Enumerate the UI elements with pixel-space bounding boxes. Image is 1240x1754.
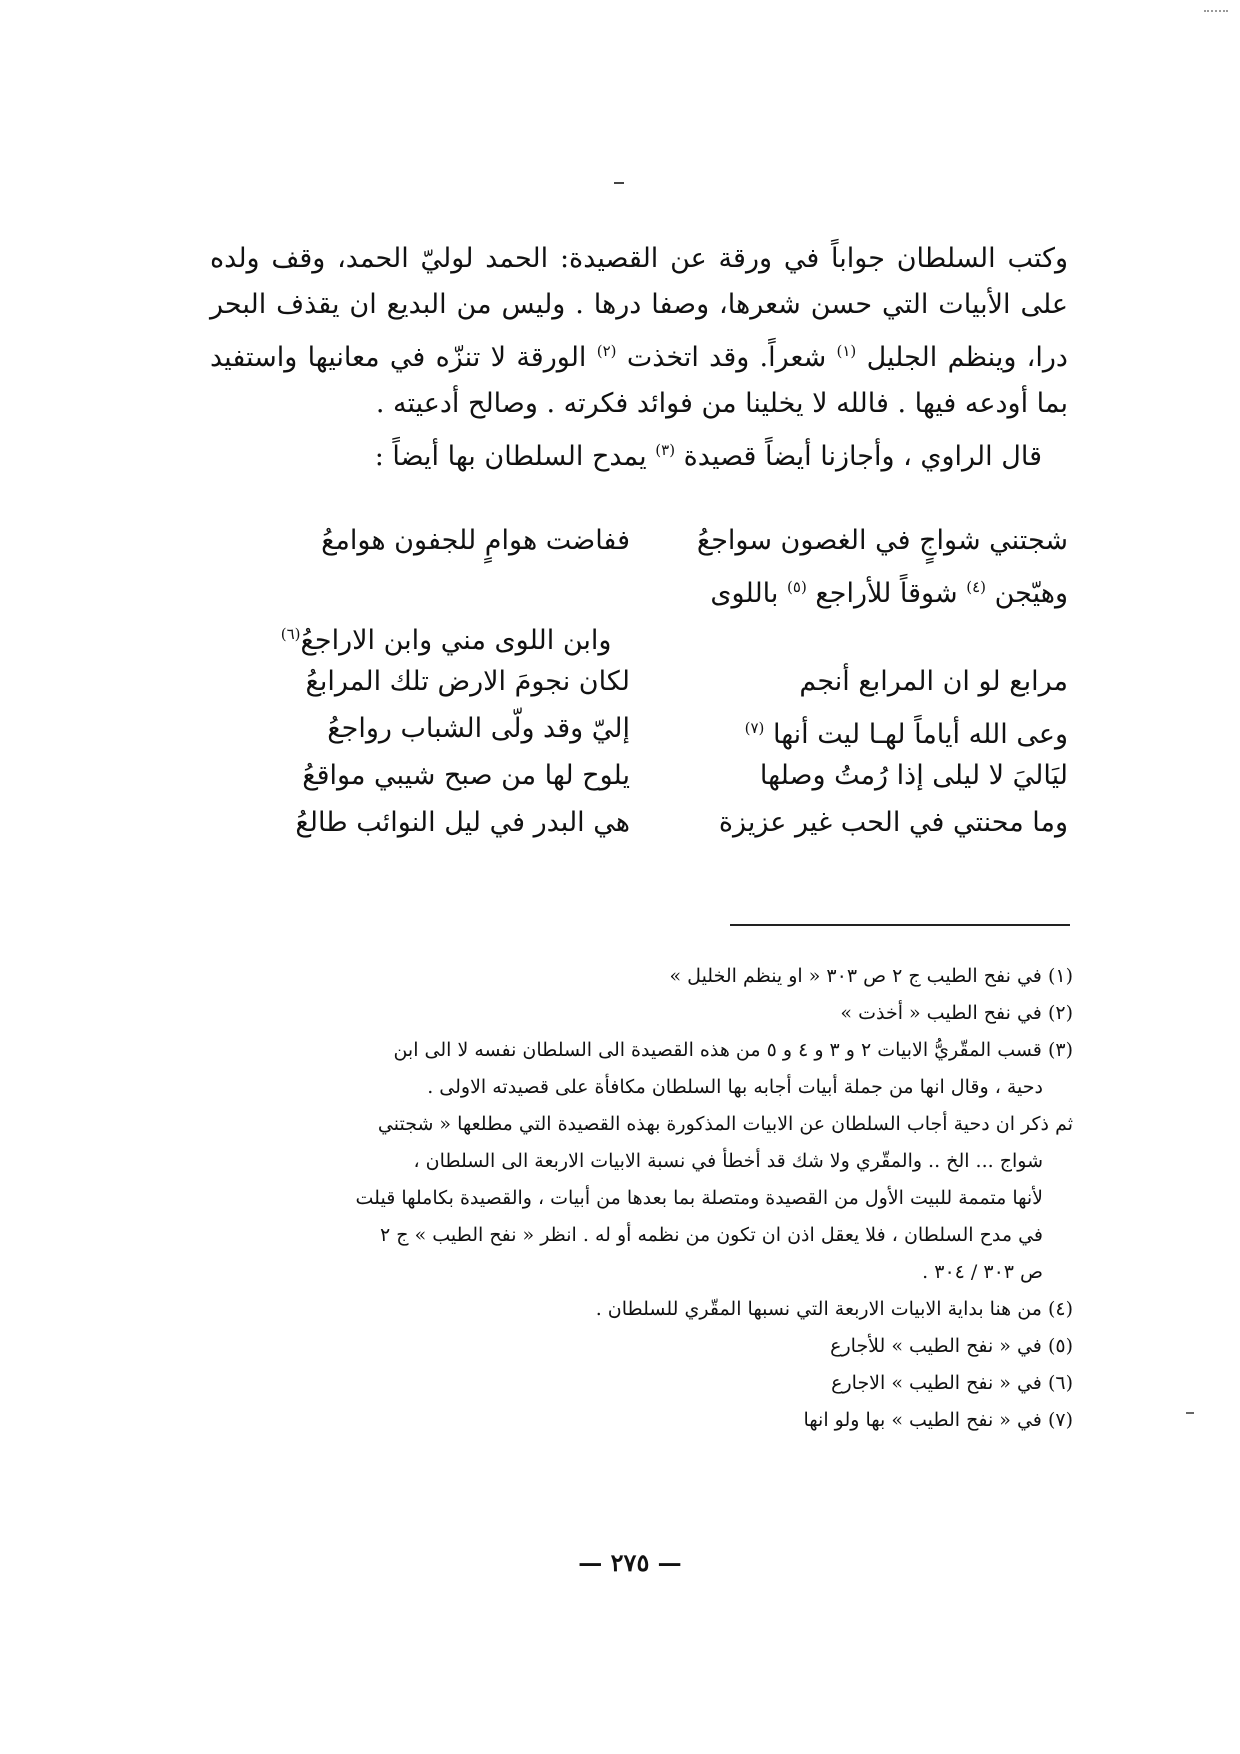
footnote-number: (٧) xyxy=(1047,1409,1073,1431)
prose-paragraph-2 xyxy=(210,427,1068,480)
footnote-number: (١) xyxy=(1047,965,1073,987)
footnote-text: في « نفح الطيب » الاجارع xyxy=(831,1372,1042,1394)
footnote-continuation: في مدح السلطان ، فلا يعقل اذن ان تكون من نظمه أو له . انظر « نفح الطيب » ج ٢ xyxy=(380,1224,1043,1246)
footnote-separator xyxy=(730,924,1070,926)
footnote-5 xyxy=(205,1328,1073,1365)
footnote-number: (٦) xyxy=(1047,1372,1073,1394)
verse-fragment: وهيّجن xyxy=(994,578,1068,609)
footnote-text: في « نفح الطيب » للأجارع xyxy=(830,1335,1042,1357)
footnote-ref: (٥) xyxy=(787,578,807,596)
footnote-text: ثم ذكر ان دحية أجاب السلطان عن الابيات المذكورة بهذه القصيدة التي مطلعها « شجتني xyxy=(377,1113,1073,1135)
prose-text: قال الراوي ، وأجازنا أيضاً قصيدة xyxy=(683,441,1042,472)
footnote-1 xyxy=(205,958,1073,995)
prose-text: الورقة لا تنزّه في معانيها واستفيد بما أودعه فيها . فالله لا يخلينا من فوائد فكرته . وصالح أدعيته . xyxy=(210,342,1068,419)
prose-text: شعراً. وقد اتخذت xyxy=(626,342,827,373)
footnote-number: (٤) xyxy=(1047,1298,1073,1320)
verse-left-hemistich: إليّ وقد ولّى الشباب رواجعُ xyxy=(327,713,630,744)
verse-right-hemistich xyxy=(648,705,1068,752)
footnote-4 xyxy=(205,1291,1073,1328)
verse-line xyxy=(210,752,1068,799)
footnote-ref: (١) xyxy=(836,342,857,360)
verse-line xyxy=(210,611,1068,658)
verse-fragment: باللوى xyxy=(710,578,779,609)
footnote-continuation: لأنها متممة للبيت الأول من القصيدة ومتصلة بما بعدها من أبيات ، والقصيدة بكاملها قيلت xyxy=(355,1187,1043,1209)
verse-left-hemistich: هي البدر في ليل النوائب طالعُ xyxy=(295,807,630,838)
verse-fragment: وعى الله أياماً لهـا ليت أنها xyxy=(772,719,1068,750)
footnote-ref: (٢) xyxy=(596,342,617,360)
footnote-3-note xyxy=(205,1106,1073,1291)
verse-line xyxy=(210,658,1068,705)
prose-paragraph-1 xyxy=(210,236,1068,427)
footnote-ref: (٤) xyxy=(966,578,986,596)
prose-block xyxy=(210,236,1068,480)
footnote-ref: (٦) xyxy=(280,625,301,643)
verse-fragment: شوقاً للأراجع xyxy=(815,578,958,609)
verse-left-hemistich: ففاضت هوامٍ للجفون هوامعُ xyxy=(321,525,630,556)
verse-spacer xyxy=(647,611,1068,658)
footnote-text: قسب المقّريُّ الابيات ٢ و ٣ و ٤ و ٥ من هذه القصيدة الى السلطان نفسه لا الى ابن xyxy=(393,1039,1042,1061)
top-tick-mark xyxy=(614,182,624,184)
prose-text: يمدح السلطان بها أيضاً : xyxy=(374,441,647,472)
page-number: — ٢٧٥ — xyxy=(578,1548,682,1577)
footnote-6 xyxy=(205,1365,1073,1402)
footnote-ref: (٧) xyxy=(744,719,765,737)
verse-text xyxy=(710,564,1068,611)
verse-right-hemistich: مرابع لو ان المرابع أنجم xyxy=(799,666,1068,697)
footnote-continuation: ص ٣٠٣ / ٣٠٤ . xyxy=(922,1261,1043,1283)
verse-right-hemistich: ليَاليَ لا ليلى إذا رُمتُ وصلها xyxy=(759,760,1068,791)
verse-right-hemistich: شجتني شواجٍ في الغصون سواجعُ xyxy=(696,525,1068,556)
verse-left-hemistich xyxy=(210,611,611,658)
verse-right-hemistich: وما محنتي في الحب غير عزيزة xyxy=(718,807,1068,838)
verse-line xyxy=(210,564,1068,611)
footnote-continuation: شواج ... الخ .. والمقّري ولا شك قد أخطأ في نسبة الابيات الاربعة الى السلطان ، xyxy=(413,1150,1043,1172)
footnotes xyxy=(205,958,1073,1439)
verse-left-hemistich: يلوح لها من صبح شيبي مواقعُ xyxy=(302,760,630,791)
verse-line xyxy=(210,517,1068,564)
footnote-text: من هنا بداية الابيات الاربعة التي نسبها المقّري للسلطان . xyxy=(595,1298,1042,1320)
footnote-number: (٥) xyxy=(1047,1335,1073,1357)
footnote-ref: (٣) xyxy=(655,441,676,459)
footnote-text: في نفح الطيب ج ٢ ص ٣٠٣ « او ينظم الخليل » xyxy=(669,965,1042,987)
prose-text: وكتب السلطان جواباً في ورقة عن القصيدة: الحمد لوليّ الحمد، وقف ولده على الأبيات التي حسن شعرها، وصفا درها . وليس من البديع ان يقذف البحر درا، وينظم الجليل xyxy=(210,243,1069,373)
poem xyxy=(210,517,1068,846)
scan-mark xyxy=(1186,1412,1194,1414)
footnote-7 xyxy=(205,1402,1073,1439)
footnote-text: في نفح الطيب « أخذت » xyxy=(840,1002,1042,1024)
verse-line xyxy=(210,705,1068,752)
verse-fragment: وابن اللوى مني وابن الاراجعُ xyxy=(300,625,612,656)
scan-mark xyxy=(1204,10,1228,14)
verse-line xyxy=(210,799,1068,846)
footnote-continuation: دحية ، وقال انها من جملة أبيات أجابه بها السلطان مكافأة على قصيدته الاولى . xyxy=(427,1076,1043,1098)
footnote-number: (٣) xyxy=(1047,1039,1073,1061)
footnote-2 xyxy=(205,995,1073,1032)
verse-left-hemistich: لكان نجومَ الارض تلك المرابعُ xyxy=(305,666,630,697)
footnote-number: (٢) xyxy=(1047,1002,1073,1024)
footnote-3 xyxy=(205,1032,1073,1106)
footnote-text: في « نفح الطيب » بها ولو انها xyxy=(803,1409,1042,1431)
